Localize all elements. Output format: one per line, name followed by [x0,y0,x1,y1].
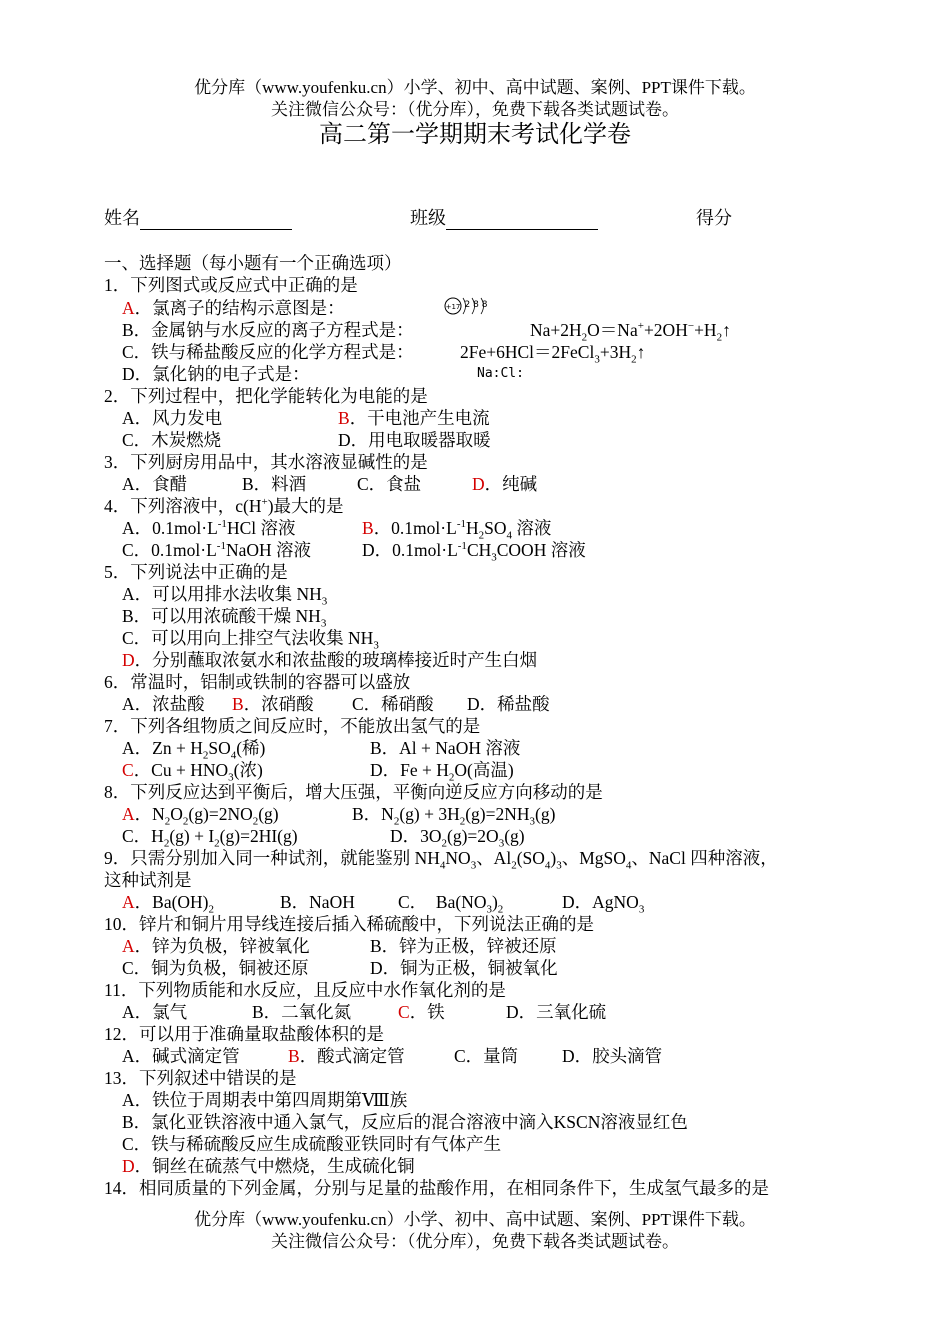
q2-option-d: D．用电取暖器取暖 [338,430,491,450]
question-9-stem: 9．只需分别加入同一种试剂，就能鉴别 $NH_4NO_3$、$Al_2(SO_4)_3$、MgSO$_4$、NaCl 四种溶液， [104,848,778,872]
page-title: 高二第一学期期末考试化学卷 [319,122,631,148]
q7-option-d: D．$Fe + H_2O$(高温) [370,760,514,784]
q12-option-d: D．胶头滴管 [562,1046,663,1066]
question-12-stem-visible: 12．可以用于准确量取盐酸体积的是 [104,1024,384,1044]
question-11-stem: 11．下列物质能和水反应，且反应中水作氧化剂的是 [104,980,506,1000]
footer-line-2: 关注微信公众号：（优分库），免费下载各类试题试卷。 [271,1232,679,1251]
q12-option-a: A．碱式滴定管 [122,1046,240,1066]
class-label: 班级 [410,208,446,228]
q12-option-b: B．酸式滴定管 [288,1046,405,1066]
q3-option-d: D．纯碱 [472,474,538,494]
q7-option-b: B．Al + NaOH 溶液 [370,738,521,758]
q10-option-a: A．锌为负极，锌被氧化 [122,936,310,956]
question-8-stem: 8．下列反应达到平衡后，增大压强，平衡向逆反应方向移动的是 [104,782,603,802]
q4-option-a: A．$0.1mol\cdot L^{-1}HCl$ 溶液 [122,518,296,538]
header-line-2: 关注微信公众号：（优分库），免费下载各类试题试卷。 [271,100,679,119]
footer-line-1: 优分库（www.youfenku.cn）小学、初中、高中试题、案例、PPT课件下载。 [194,1210,756,1229]
q5-option-d: D．分别蘸取浓氨水和浓盐酸的玻璃棒接近时产生白烟 [122,650,538,670]
q5-option-b: B．可以用浓硫酸干燥 $NH_3$ [122,606,327,630]
q8-option-b: B．$N_2(g) + 3H_2(g)=2NH_3(g)$ [352,804,556,828]
question-1-stem: 1．下列图式或反应式中正确的是 [104,275,358,295]
q11-option-a: A．氯气 [122,1002,188,1022]
q8-option-c: C．$H_2(g) + I_2(g)=2HI(g)$ [122,826,298,850]
q6-option-d: D．稀盐酸 [467,694,550,714]
question-5-stem: 5．下列说法中正确的是 [104,562,288,582]
question-2-stem: 2．下列过程中，把化学能转化为电能的是 [104,386,428,406]
q1-option-c: C．铁与稀盐酸反应的化学方程式是： [122,342,414,362]
q9-option-b: B．NaOH [280,892,355,912]
q10-option-c: C．铜为负极，铜被还原 [122,958,309,978]
q3-option-a: A．食醋 [122,474,188,494]
q9-option-a: A．$Ba(OH)_2$ [122,892,215,916]
q4-option-c: C．$0.1mol\cdot L^{-1}NaOH$ 溶液 [122,540,312,560]
q12-option-c: C．量筒 [454,1046,519,1066]
ion-shells-label: 2 8 8 [464,300,488,310]
question-14-stem: 14．相同质量的下列金属，分别与足量的盐酸作用，在相同条件下，生成氢气最多的是 [104,1178,769,1198]
section-heading: 一、选择题（每小题有一个正确选项） [104,253,402,273]
q7-option-c: C．$Cu + HNO_3$(浓) [122,760,263,784]
q10-option-b: B．锌为正极，锌被还原 [370,936,557,956]
q13-option-d: D．铜丝在硫蒸气中燃烧，生成硫化铜 [122,1156,415,1176]
q1-option-b: B．金属钠与水反应的离子方程式是： [122,320,414,340]
q11-option-b: B．二氧化氮 [252,1002,352,1022]
q9-option-d: D．AgNO$_3$ [562,892,645,916]
q6-option-b: B．浓硝酸 [232,694,314,714]
q2-option-b: B．干电池产生电流 [338,408,490,428]
q4-option-d: D．$0.1mol\cdot L^{-1}CH_3COOH$ 溶液 [362,540,586,564]
header-line-1: 优分库（www.youfenku.cn）小学、初中、高中试题、案例、PPT课件下载。 [194,78,756,97]
score-label: 得分 [696,208,732,228]
q3-option-b: B．料酒 [242,474,307,494]
q9-option-c: C． $Ba(NO_3)_2$ [398,892,504,916]
question-6-stem: 6．常温时，铝制或铁制的容器可以盛放 [104,672,411,692]
q6-option-c: C．稀硝酸 [352,694,434,714]
q5-option-c: C．可以用向上排空气法收集 $NH_3$ [122,628,379,652]
q1-option-c-equation: $2Fe+6HCl=2FeCl_3+3H_2↑$ [460,342,646,366]
question-10-stem: 10．锌片和铜片用导线连接后插入稀硫酸中，下列说法正确的是 [104,914,594,934]
q6-option-a: A．浓盐酸 [122,694,205,714]
q4-option-b: B．$0.1mol\cdot L^{-1}H_2SO_4$ 溶液 [362,518,552,542]
q13-option-a: A．铁位于周期表中第四周期第Ⅷ族 [122,1090,408,1110]
ion-core-label: +17 [445,303,461,311]
name-blank[interactable] [140,209,292,230]
q11-option-d: D．三氧化硫 [506,1002,607,1022]
q13-option-c: C．铁与稀硫酸反应生成硫酸亚铁同时有气体产生 [122,1134,502,1154]
chloride-ion-structure-diagram [443,293,495,319]
q11-option-c: C．铁 [398,1002,445,1022]
class-field[interactable] [410,206,598,230]
question-4-stem: 4．下列溶液中，c(H+)最大的是 [104,496,344,516]
nacl-electron-formula: Na:Cl: [477,366,524,381]
q8-option-d: D．$3O_2(g)=2O_3(g)$ [390,826,525,850]
q1-option-a: A．氯离子的结构示意图是： [122,298,345,318]
q5-option-a: A．可以用排水法收集 $NH_3$ [122,584,328,608]
q8-option-a: A．$N_2O_2(g)=2NO_2(g)$ [122,804,279,828]
q13-option-b: B．氯化亚铁溶液中通入氯气，反应后的混合溶液中滴入KSCN溶液显红色 [122,1112,688,1132]
question-13-stem: 13．下列叙述中错误的是 [104,1068,297,1088]
q3-option-c: C．食盐 [357,474,422,494]
name-label: 姓名 [104,208,140,228]
q1-option-b-equation: $Na+2H_2O=Na^++2OH^-+H_2↑$ [530,320,731,344]
q1-option-d: D．氯化钠的电子式是： [122,364,310,384]
q7-option-a: A．$Zn + H_2SO_4$(稀) [122,738,266,762]
name-field[interactable] [104,206,292,230]
question-7-stem: 7．下列各组物质之间反应时，不能放出氢气的是 [104,716,481,736]
answer-letter: A [122,298,135,318]
question-3-stem: 3．下列厨房用品中，其水溶液显碱性的是 [104,452,428,472]
q10-option-d: D．铜为正极，铜被氧化 [370,958,558,978]
question-9-stem-2: 这种试剂是 [104,870,192,890]
q2-option-c: C．木炭燃烧 [122,430,222,450]
q2-option-a: A．风力发电 [122,408,223,428]
class-blank[interactable] [446,209,598,230]
